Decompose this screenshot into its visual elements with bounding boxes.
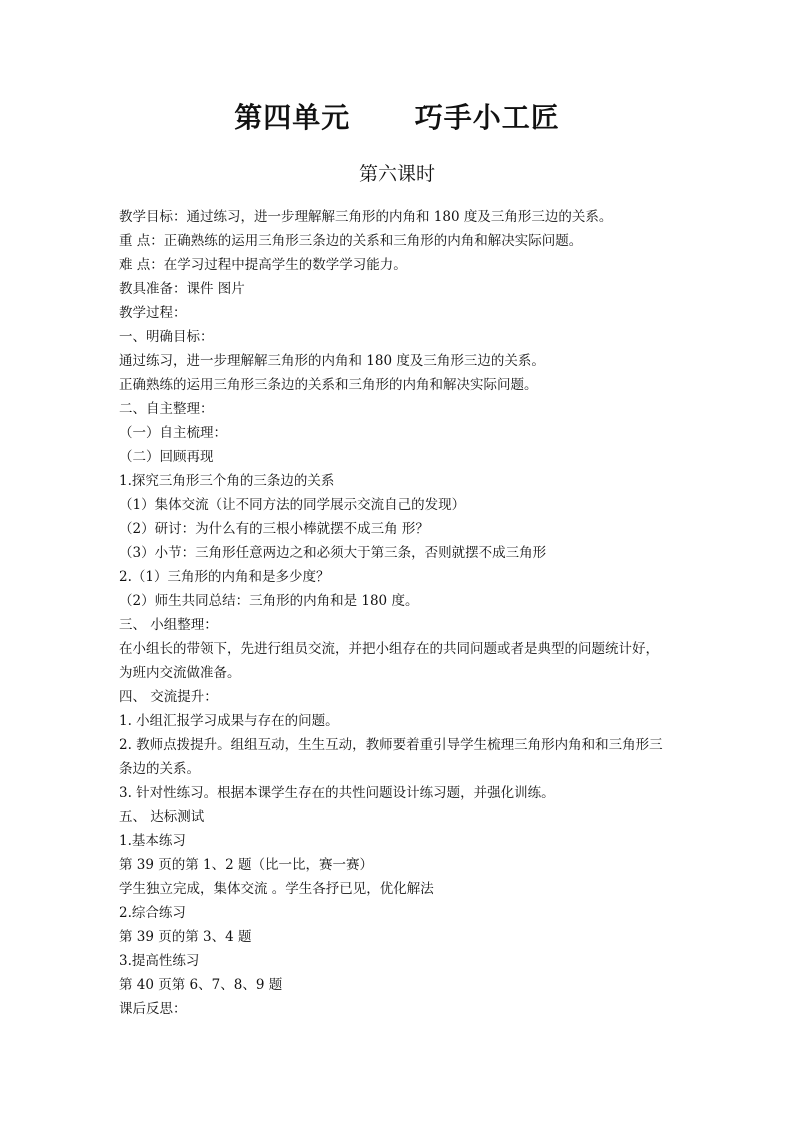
text-line: 三、 小组整理： [119,617,218,633]
text-line: 四、 交流提升： [119,689,218,705]
text-line: 难 点：在学习过程中提高学生的数学学习能力。 [119,257,407,273]
text-line: （1）集体交流（让不同方法的同学展示交流自己的发现） [119,497,466,513]
text-line: 课后反思： [119,1001,187,1017]
text-line: 第 40 页第 6、7、8、9 题 [119,977,283,993]
text-line: 五、 达标测试 [119,809,205,825]
text-line: 2.（1）三角形的内角和是多少度？ [119,569,330,585]
text-line: 3. 针对性练习。根据本课学生存在的共性问题设计练习题，并强化训练。 [119,785,555,801]
document-body [119,205,685,1021]
text-line: 正确熟练的运用三角形三条边的关系和三角形的内角和解决实际问题。 [119,377,538,393]
text-line: （2）师生共同总结：三角形的内角和是 180 度。 [119,593,419,609]
text-line: 通过练习，进一步理解解三角形的内角和 180 度及三角形三边的关系。 [119,353,545,369]
text-line: 学生独立完成，集体交流 。学生各抒已见，优化解法 [119,881,434,897]
text-line: 条边的关系。 [119,761,200,777]
page-subtitle: 第六课时 [358,163,435,185]
text-line: 3.提高性练习 [119,953,200,969]
text-line: 1.探究三角形三个角的三条边的关系 [119,473,335,489]
text-line: 一、明确目标： [119,329,214,345]
text-line: 教具准备：课件 图片 [119,281,245,297]
text-line: （3）小节：三角形任意两边之和必须大于第三条，否则就摆不成三角形 [119,545,547,561]
text-line: （一）自主梳理： [119,425,227,441]
text-line: 第 39 页的第 3、4 题 [119,929,252,945]
text-line: 1.基本练习 [119,833,186,849]
text-line: 2. 教师点拨提升。组组互动，生生互动，教师要着重引导学生梳理三角形内角和和三角形三 [119,737,663,753]
text-line: 1. 小组汇报学习成果与存在的问题。 [119,713,339,729]
text-line: （二）回顾再现 [119,449,214,465]
text-line: 第 39 页的第 1、2 题（比一比，赛一赛） [119,857,374,873]
page-title: 第四单元 巧手小工匠 [234,101,560,134]
text-line: 教学目标：通过练习，进一步理解解三角形的内角和 180 度及三角形三边的关系。 [119,209,613,225]
text-line: （2）研讨：为什么有的三根小棒就摆不成三角 形？ [119,521,429,537]
text-line: 2.综合练习 [119,905,186,921]
text-line: 在小组长的带领下，先进行组员交流，并把小组存在的共同问题或者是典型的问题统计好， [119,641,659,657]
text-line: 二、自主整理： [119,401,214,417]
text-line: 为班内交流做准备。 [119,665,241,681]
text-line: 重 点：正确熟练的运用三角形三条边的关系和三角形的内角和解决实际问题。 [119,233,583,249]
text-line: 教学过程： [119,305,187,321]
